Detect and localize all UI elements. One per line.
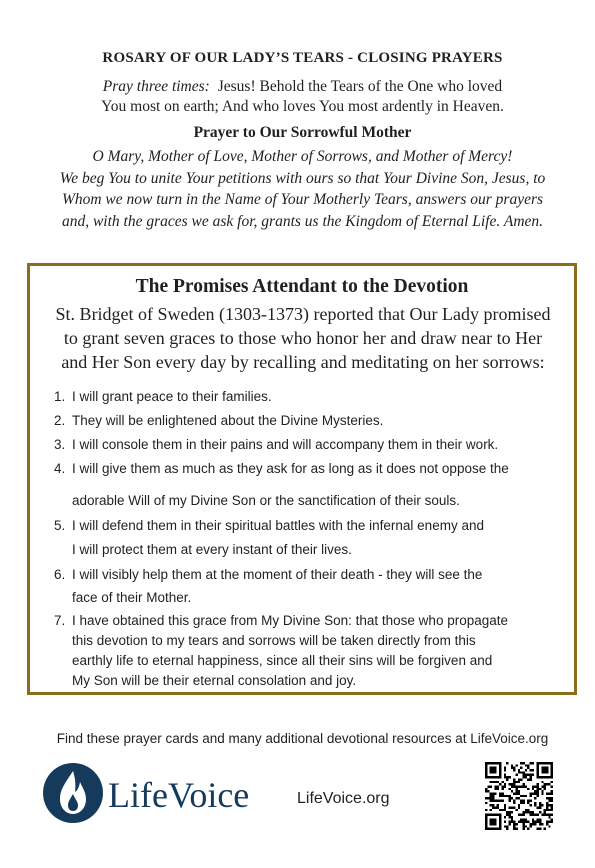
- promise-number: 7.: [54, 613, 66, 628]
- promise-number: 3.: [54, 437, 66, 452]
- promise-line: face of their Mother.: [72, 590, 192, 605]
- promise-line: I will defend them in their spiritual battles with the infernal enemy and: [72, 518, 484, 533]
- prayer-line: We beg You to unite Your petitions with ours so that Your Divine Son, Jesus, to: [59, 169, 546, 187]
- sorrowful-mother-title: Prayer to Our Sorrowful Mother: [193, 124, 412, 141]
- promise-number: 6.: [54, 567, 66, 582]
- promise-line: I have obtained this grace from My Divine Son: that those who propagate: [72, 613, 509, 628]
- promise-number: 5.: [54, 518, 66, 533]
- promise-number: 1.: [54, 389, 66, 404]
- prayer-line: and, with the graces we ask for, grants us the Kingdom of Eternal Life. Amen.: [61, 212, 544, 230]
- promise-line: earthly life to eternal happiness, since all their sins will be forgiven and: [72, 653, 493, 668]
- intro-line: to grant seven graces to those who honor her and draw near to Her: [63, 328, 543, 348]
- site-url[interactable]: LifeVoice.org: [297, 790, 390, 807]
- promise-item: [54, 436, 564, 453]
- flame-emblem-icon: [42, 762, 104, 824]
- pray-lead: Pray three times:: [102, 78, 210, 95]
- pray-line-2: You most on earth; And who loves You most ardently in Heaven.: [101, 98, 504, 115]
- promises-box: [27, 263, 577, 695]
- pray-line-1: Jesus! Behold the Tears of the One who loved: [217, 78, 503, 95]
- promise-line: I will visibly help them at the moment of their death - they will see the: [72, 567, 483, 582]
- promises-intro: [38, 302, 568, 374]
- promise-line: They will be enlightened about the Divine Mysteries.: [72, 413, 384, 428]
- footer-note: Find these prayer cards and many additional devotional resources at LifeVoice.org: [56, 731, 549, 746]
- promise-item: [54, 453, 564, 517]
- intro-line: St. Bridget of Sweden (1303-1373) reported that Our Lady promised: [55, 304, 551, 324]
- pray-three-times: [0, 77, 595, 117]
- promise-line: this devotion to my tears and sorrows will be taken directly from this: [72, 633, 476, 648]
- promise-line: I will protect them at every instant of their lives.: [72, 542, 352, 557]
- page-title: ROSARY OF OUR LADY’S TEARS - CLOSING PRAYERS: [102, 50, 503, 66]
- prayer-line: O Mary, Mother of Love, Mother of Sorrows, and Mother of Mercy!: [92, 148, 513, 165]
- sorrowful-mother-prayer: [30, 146, 575, 232]
- prayer-line: Whom we now turn in the Name of Your Motherly Tears, answers our prayers: [61, 191, 544, 208]
- promises-list: [54, 388, 564, 691]
- promise-item: [54, 563, 564, 609]
- promises-title: The Promises Attendant to the Devotion: [135, 276, 469, 297]
- promise-line: My Son will be their eternal consolation and joy.: [72, 673, 357, 688]
- promise-line: I will grant peace to their families.: [72, 389, 272, 404]
- promise-line: I will give them as much as they ask for as long as it does not oppose the: [72, 461, 509, 476]
- promise-line: adorable Will of my Divine Son or the sanctification of their souls.: [72, 493, 460, 508]
- logo-wordmark: LifeVoice: [108, 775, 250, 815]
- qr-code-icon: [485, 762, 553, 830]
- promise-item: [54, 412, 564, 429]
- promise-item: [54, 514, 564, 562]
- promise-number: 2.: [54, 413, 66, 428]
- promise-line: I will console them in their pains and will accompany them in their work.: [72, 437, 499, 452]
- intro-line: and Her Son every day by recalling and meditating on her sorrows:: [61, 352, 545, 372]
- promise-item: [54, 388, 564, 405]
- promise-item: [54, 611, 564, 691]
- promise-number: 4.: [54, 461, 66, 476]
